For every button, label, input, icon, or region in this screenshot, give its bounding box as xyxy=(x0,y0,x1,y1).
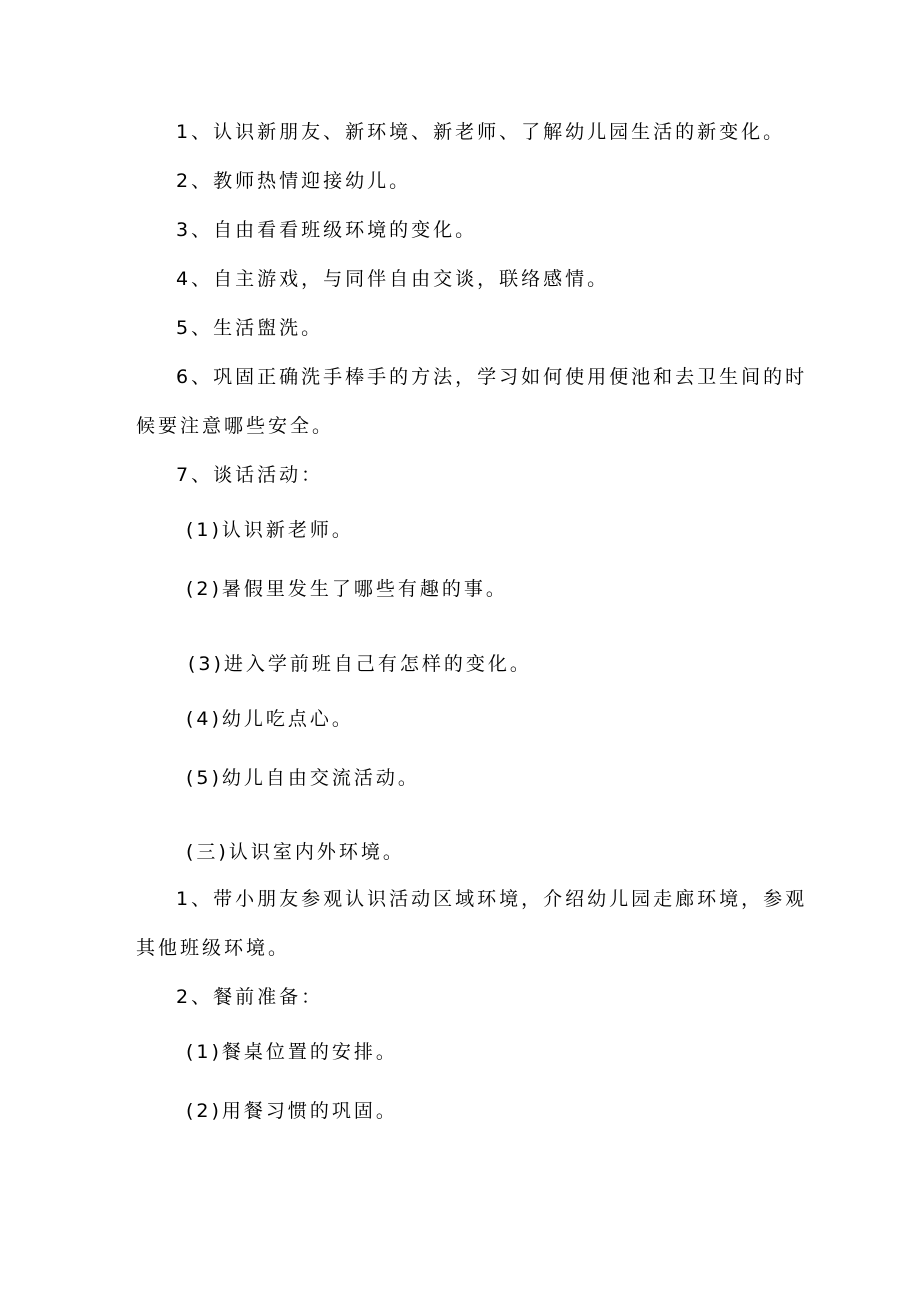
line-talk-item-1: (1)认识新老师。 xyxy=(186,519,354,541)
line-step-2: 2、教师热情迎接幼儿。 xyxy=(176,170,412,192)
line-environment-1-continued: 其他班级环境。 xyxy=(136,937,291,959)
line-talk-item-3: (3)进入学前班自己有怎样的变化。 xyxy=(188,653,532,675)
line-talk-item-5: (5)幼儿自由交流活动。 xyxy=(186,767,420,789)
line-step-3: 3、自由看看班级环境的变化。 xyxy=(176,219,478,241)
line-meal-prep-heading: 2、餐前准备： xyxy=(176,986,324,1008)
line-talk-item-4: (4)幼儿吃点心。 xyxy=(186,708,354,730)
line-step-4: 4、自主游戏，与同伴自由交谈，联络感情。 xyxy=(176,268,610,290)
line-goal-1: 1、认识新朋友、新环境、新老师、了解幼儿园生活的新变化。 xyxy=(176,121,786,143)
section-heading-three: (三)认识室内外环境。 xyxy=(186,841,405,863)
line-talk-item-2: (2)暑假里发生了哪些有趣的事。 xyxy=(186,578,508,600)
line-step-6: 6、巩固正确洗手棒手的方法，学习如何使用便池和去卫生间的时 xyxy=(176,366,808,388)
line-step-6-continued: 候要注意哪些安全。 xyxy=(136,415,335,437)
line-meal-item-1: (1)餐桌位置的安排。 xyxy=(186,1041,398,1063)
line-meal-item-2: (2)用餐习惯的巩固。 xyxy=(186,1100,398,1122)
line-step-5: 5、生活盥洗。 xyxy=(176,317,324,339)
line-environment-1: 1、带小朋友参观认识活动区域环境，介绍幼儿园走廊环境，参观 xyxy=(176,888,808,910)
line-step-7-heading: 7、谈话活动： xyxy=(176,464,324,486)
